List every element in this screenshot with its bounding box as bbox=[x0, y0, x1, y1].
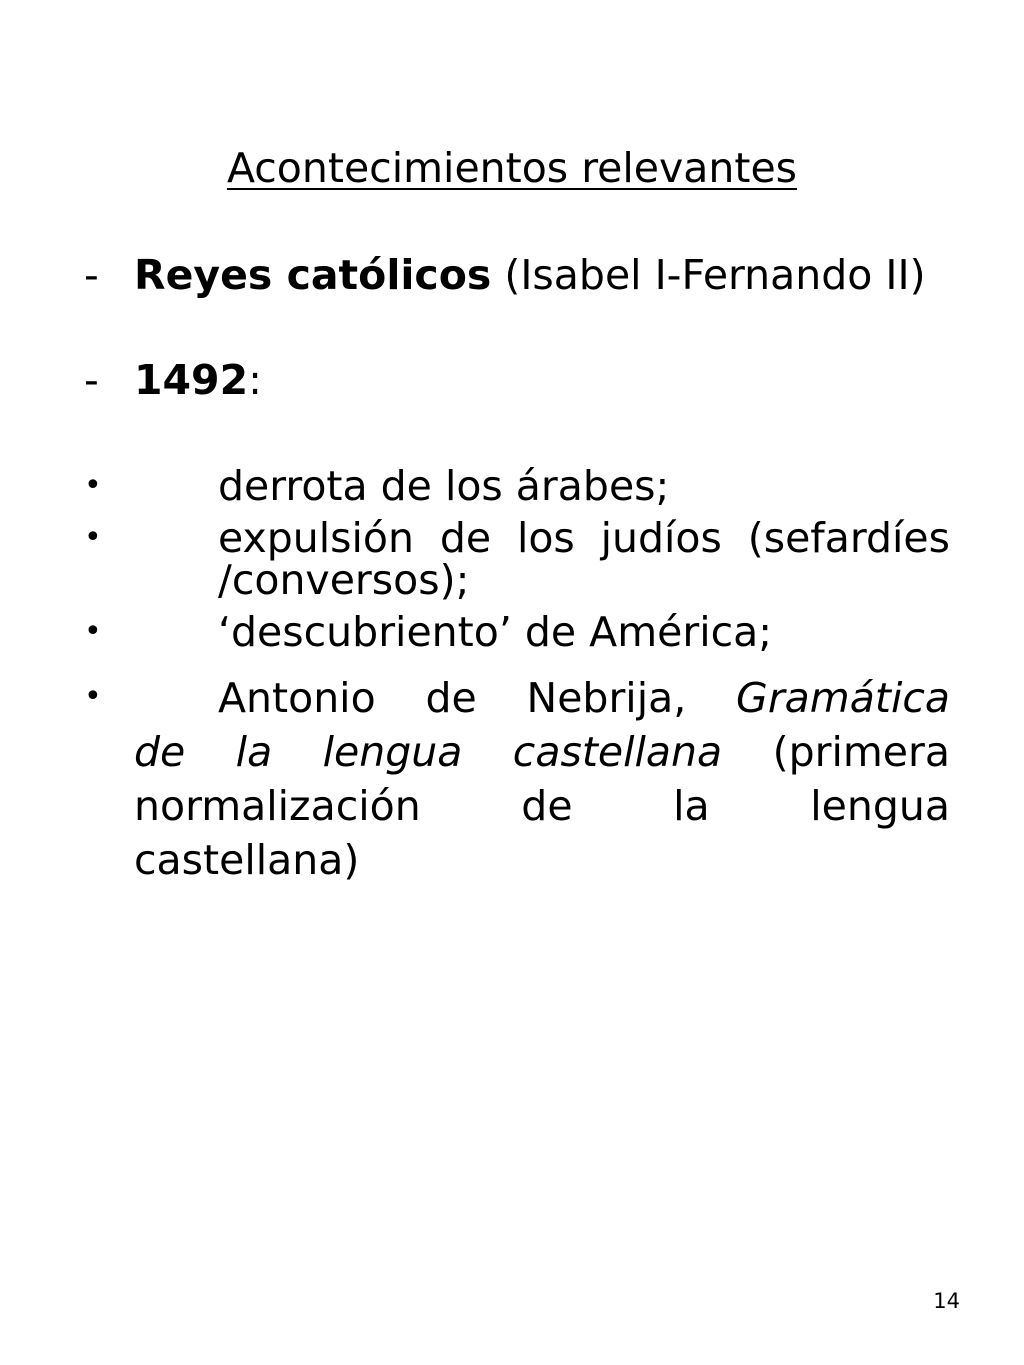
bold-term: Reyes católicos bbox=[134, 251, 492, 299]
text-line bbox=[134, 725, 950, 779]
bullet-text-line: expulsión de los judíos (sefardíes bbox=[218, 514, 950, 562]
text-line bbox=[134, 671, 950, 725]
item-text: : bbox=[248, 356, 262, 404]
bullet-text-line: /conversos); bbox=[218, 556, 470, 604]
bullet-text: derrota de los árabes; bbox=[218, 462, 670, 510]
dash-marker: - bbox=[84, 356, 99, 404]
italic-title: Gramática bbox=[736, 674, 950, 722]
italic-title: de la lengua castellana bbox=[134, 728, 723, 776]
bullet-text bbox=[218, 512, 950, 606]
bullet-item-expulsion bbox=[84, 512, 950, 616]
text-span: Antonio de Nebrija, bbox=[218, 674, 737, 722]
text-span: ( bbox=[722, 728, 789, 776]
bullet-marker: • bbox=[84, 468, 102, 503]
list-item-reyes bbox=[84, 247, 926, 303]
dash-marker: - bbox=[84, 251, 99, 299]
page-number: 14 bbox=[933, 1289, 960, 1313]
bullet-text: ‘descubriento’ de América; bbox=[218, 608, 773, 656]
text-span: primera bbox=[788, 728, 950, 776]
item-text: (Isabel I-Fernando II) bbox=[491, 251, 926, 299]
slide-title: Acontecimientos relevantes bbox=[226, 144, 798, 192]
bullet-item-derrota bbox=[84, 460, 950, 512]
bullet-marker: • bbox=[84, 614, 102, 649]
bullet-item-descubriento bbox=[84, 606, 950, 658]
list-item-1492 bbox=[84, 352, 262, 408]
bullet-marker: • bbox=[84, 679, 102, 714]
text-line: castellana) bbox=[134, 836, 360, 884]
text-line: normalización de la lengua bbox=[134, 782, 950, 830]
bullet-text-nebrija bbox=[134, 671, 950, 887]
bold-term: 1492 bbox=[134, 356, 249, 404]
bullet-marker: • bbox=[84, 520, 102, 555]
